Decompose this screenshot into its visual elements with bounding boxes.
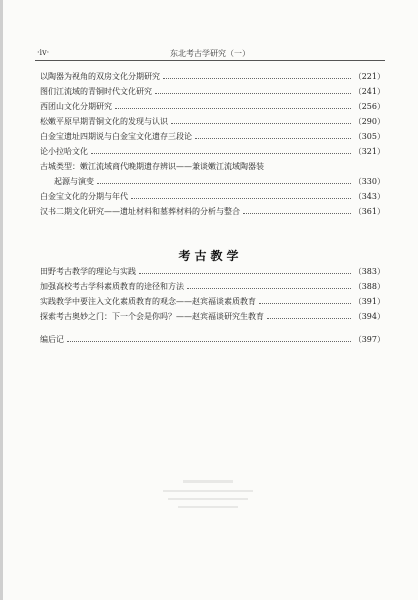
toc-entry-title: 起源与演变 — [54, 177, 94, 186]
toc-entry — [40, 130, 385, 142]
bleed-through-marks — [153, 476, 263, 516]
toc-entry — [40, 160, 385, 172]
toc-entry-title: 松嫩平原早期青铜文化的发现与认识 — [40, 117, 168, 126]
page-number: ·iv· — [37, 48, 50, 57]
toc-leader-dots — [171, 123, 351, 124]
toc-entry-title: 古城类型：嫩江流域商代晚期遗存辨识——兼谈嫩江流域陶器装 — [40, 162, 264, 171]
toc-entry-title: 图们江流域的青铜时代文化研究 — [40, 87, 152, 96]
toc-entry-page: （330） — [353, 177, 385, 186]
toc-entry-page: （397） — [353, 335, 385, 344]
toc-entry-title: 编后记 — [40, 335, 64, 344]
toc-entry — [40, 145, 385, 157]
toc-entry-title: 探索考古奥妙之门：下一个会是你吗？——赵宾福谈研究生教育 — [40, 312, 264, 321]
toc-entry-title: 田野考古教学的理论与实践 — [40, 267, 136, 276]
toc-entry-page: （343） — [353, 192, 385, 201]
toc-entry-page: （256） — [353, 102, 385, 111]
toc-entry-page: （394） — [353, 312, 385, 321]
toc-leader-dots — [163, 78, 351, 79]
running-header — [35, 46, 385, 60]
running-title: 东北考古学研究（一） — [170, 49, 250, 58]
toc-entry — [40, 115, 385, 127]
toc-entry-title: 西团山文化分期研究 — [40, 102, 112, 111]
toc-leader-dots — [195, 138, 351, 139]
show-through-bleed — [153, 476, 263, 516]
section-heading: 考古教学 — [178, 249, 243, 263]
toc-entry-title: 白金宝文化的分期与年代 — [40, 192, 128, 201]
toc-entry-title: 论小拉哈文化 — [40, 147, 88, 156]
toc-entry — [40, 85, 385, 97]
toc-entry-page: （361） — [353, 207, 385, 216]
toc-entry — [40, 265, 385, 277]
toc-entry-page: （221） — [353, 72, 385, 81]
toc-entry-title: 汉书二期文化研究——遗址材料和墓葬材料的分析与整合 — [40, 207, 240, 216]
toc-entry — [40, 280, 385, 292]
toc-entry-title: 加强高校考古学科素质教育的途径和方法 — [40, 282, 184, 291]
toc-entry-page: （241） — [353, 87, 385, 96]
toc-entry — [40, 190, 385, 202]
header-rule — [35, 60, 385, 61]
toc-entry-page: （305） — [353, 132, 385, 141]
toc-entry-title: 以陶器为视角的双房文化分期研究 — [40, 72, 160, 81]
toc-leader-dots — [97, 183, 351, 184]
toc-entry — [40, 295, 385, 307]
toc-entry — [40, 333, 385, 345]
toc-entry-continuation — [40, 175, 385, 187]
toc-leader-dots — [67, 341, 351, 342]
toc-entry-title: 白金宝遗址四期说与白金宝文化遗存三段论 — [40, 132, 192, 141]
toc-entry-page: （383） — [353, 267, 385, 276]
toc-entry — [40, 70, 385, 82]
toc-leader-dots — [139, 273, 351, 274]
toc-leader-dots — [131, 198, 351, 199]
toc-entry — [40, 100, 385, 112]
toc-leader-dots — [115, 108, 351, 109]
toc-entry — [40, 310, 385, 322]
toc-leader-dots — [91, 153, 351, 154]
toc-entry-page: （391） — [353, 297, 385, 306]
toc-entry-title: 实践教学中要注入文化素质教育的观念——赵宾福谈素质教育 — [40, 297, 256, 306]
toc-entry-page: （388） — [353, 282, 385, 291]
toc-entry-page: （321） — [353, 147, 385, 156]
toc-leader-dots — [259, 303, 351, 304]
toc-leader-dots — [155, 93, 351, 94]
toc-entry — [40, 205, 385, 217]
toc-leader-dots — [187, 288, 351, 289]
toc-entry-page: （290） — [353, 117, 385, 126]
toc-leader-dots — [243, 213, 351, 214]
toc-leader-dots — [267, 318, 351, 319]
